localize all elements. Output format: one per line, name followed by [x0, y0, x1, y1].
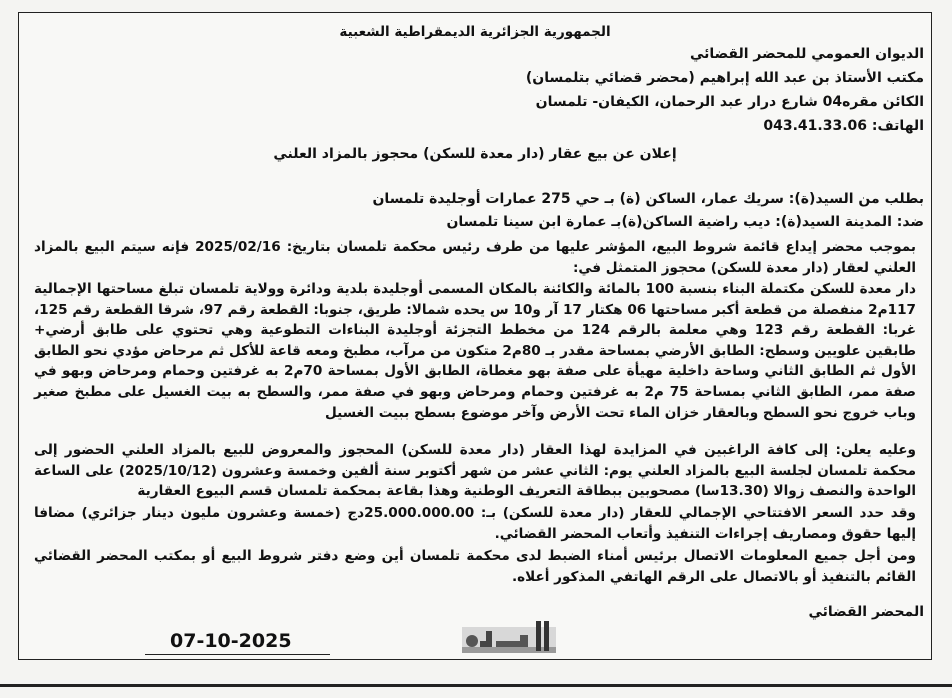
office-name: الديوان العمومي للمحضر القضائي [689, 46, 924, 62]
notice-title: إعلان عن بيع عقار (دار معدة للسكن) محجوز بالمزاد العلني [273, 146, 677, 162]
newspaper-logo-image [432, 617, 562, 657]
phone-number: 043.41.33.06 [763, 118, 868, 134]
paragraph-opening-price: وقد حدد السعر الافتتاحي الإجمالي للعقار (دار معدة للسكن) بـ: 25.000.000.00دج (خمسة وعشرون مليون دينار جزائري) مضافا إليها حقوق ومصاريف إجراءات التنفيذ وأتعاب المحضر القضائي. [34, 505, 916, 542]
office-address: الكائن مقره04 شارع درار عبد الرحمان، الكيفان- تلمسان [535, 94, 924, 110]
bailiff-office: مكتب الأستاذ بن عبد الله إبراهيم (محضر قضائي بتلمسان) [525, 70, 924, 86]
requester-line: بطلب من السيد(ة): سريك عمار، الساكن (ة) بـ حي 275 عمارات أوجليدة تلمسان [372, 191, 924, 207]
phone-label: الهاتف: [871, 118, 924, 134]
paragraph-contact-info: ومن أجل جميع المعلومات الاتصال برئيس أمناء الضبط لدى محكمة تلمسان أين وضع دفتر شروط البيع أو بمكتب المحضر القضائي القائم بالتنفيذ أو بالاتصال على الرقم الهاتفي المذكور أعلاه. [34, 548, 916, 585]
publication-date: 07-10-2025 [170, 630, 292, 652]
newspaper-logo [432, 617, 562, 657]
signature: المحضر القضائي [808, 604, 924, 620]
phone-line [763, 118, 924, 134]
republic-header: الجمهورية الجزائرية الديمقراطية الشعبية [339, 24, 611, 40]
paragraph-property-description: دار معدة للسكن مكتملة البناء بنسبة 100 بالمائة والكائنة بالمكان المسمى أوجليدة بلدية ودائرة وولاية تلمسان تبلغ مساحتها الإجمالية 117م2 منفصلة من قطعة أكبر مساحتها 06 هكتار 17 آر و10 س يحده شمالا: طريق، جنوبا: القطعة رقم 97، شرقا القطعة رقم 125، غربا: القطعة رقم 123 وهي معلمة بالرقم 124 من مخطط التجزئة أوجليدة البناءات التطوعية وهي تحتوي على طابق أرضي+ طابقين علويين وسطح: الطابق الأرضي بمساحة مقدر بـ 80م2 متكون من مرآب، مطبخ ومعه قاعة للأكل ثم مرحاض مؤدي نحو الطابق الأول ثم الطابق الثاني وساحة داخلية مهيأة على صفة بهو مغطاة، الطابق الأول بمساحة 70م2 به غرفتين وحمام ومرحاض وبهو في صفة ممر، الطابق الثاني بمساحة 75 م2 به غرفتين وحمام ومرحاض وبهو في صفة ممر، والسطح به بيت الغسيل على مطبخ صغير وباب خروج نحو السطح وبالعقار خزان الماء تحت الأرض وآخر موضوع بسطح ببيت الغسيل [34, 281, 917, 421]
against-line: ضد: المدينة السيد(ة): ديب راضية الساكن(ة)بـ عمارة ابن سينا تلمسان [446, 214, 924, 230]
paragraph-sale-announcement: وعليه يعلن: إلى كافة الراغبين في المزايدة لهذا العقار (دار معدة للسكن) المحجوز والمعروض للبيع بالمزاد العلني الحضور إلى محكمة تلمسان لجلسة البيع بالمزاد العلني يوم: الثاني عشر من شهر أكتوبر سنة ألفين وخمسة وعشرون (2025/10/12) على الساعة الواحدة والنصف زوالا (13.30سا) مصحوبين ببطاقة التعريف الوطنية وهذا بقاعة بمحكمة تلمسان قسم البيوع العقارية [34, 442, 916, 500]
bottom-rule [0, 684, 952, 687]
date-underline [145, 654, 330, 655]
paragraph-auction-basis: بموجب محضر إيداع قائمة شروط البيع، المؤشر عليها من طرف رئيس محكمة تلمسان بتاريخ: 2025/02/16 فإنه سيتم البيع بالمزاد العلني لعقار (دار معدة للسكن) محجوز المتمثل في: [34, 239, 917, 276]
